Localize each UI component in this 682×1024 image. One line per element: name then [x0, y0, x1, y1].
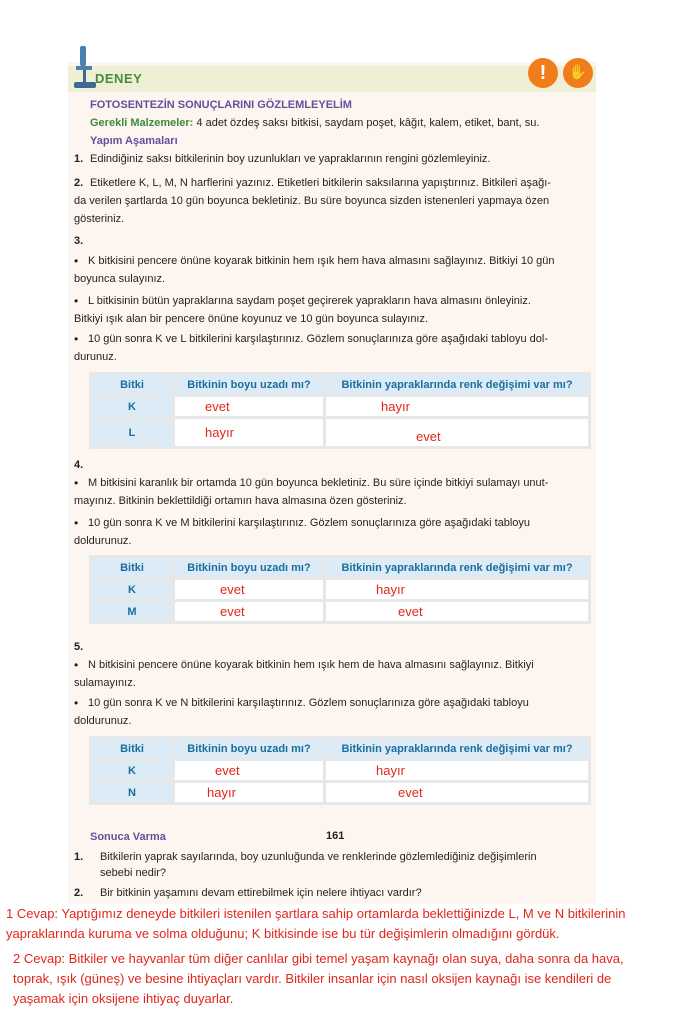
- column-header: Bitki: [92, 375, 172, 394]
- step-text: 10 gün sonra K ve M bitkilerini karşılaştırınız. Gözlem sonuçlarınıza göre aşağıdaki tabloyu: [88, 517, 531, 529]
- section-header-bar: [68, 66, 596, 92]
- step-number: 1.: [74, 153, 84, 165]
- question-text: Bitkilerin yaprak sayılarında, boy uzunluğunda ve renklerinde gözlemlediğiniz değişimlerin: [100, 851, 537, 863]
- step-text: Edindiğiniz saksı bitkilerinin boy uzunlukları ve yapraklarının rengini gözlemleyiniz.: [90, 153, 491, 165]
- answer-line: toprak, ışık (güneş) ve besine ihtiyaçları vardır. Bitkiler insanlar için nasıl oksijen kaynağı ise kendileri de: [13, 971, 612, 986]
- plant-label: K: [92, 761, 172, 780]
- hand-wash-icon: ✋: [563, 58, 593, 88]
- plant-label: N: [92, 783, 172, 802]
- color-answer: hayır: [326, 397, 588, 416]
- plant-label: M: [92, 602, 172, 621]
- experiment-title: FOTOSENTEZİN SONUÇLARINI GÖZLEMLEYELİM: [90, 99, 352, 111]
- question-number: 2.: [74, 887, 84, 899]
- plant-label: K: [92, 397, 172, 416]
- column-header: Bitki: [92, 739, 172, 758]
- step-text: doldurunuz.: [74, 715, 132, 727]
- plant-label: L: [92, 419, 172, 446]
- results-table-kl: [89, 372, 591, 449]
- growth-answer: evet: [175, 761, 323, 780]
- results-table-kn: [89, 736, 591, 805]
- table-row: [92, 397, 588, 416]
- table-row: [92, 580, 588, 599]
- answer-line: 1 Cevap: Yaptığımız deneyde bitkileri istenilen şartlara sahip ortamlarda beklettiğinizde L, M ve N bitkilerinin: [6, 906, 626, 921]
- step-text: durunuz.: [74, 351, 117, 363]
- column-header: Bitkinin boyu uzadı mı?: [175, 558, 323, 577]
- bullet: •: [74, 658, 79, 672]
- step-number: 2.: [74, 177, 84, 189]
- growth-answer: hayır: [175, 419, 323, 446]
- column-header: Bitkinin yapraklarında renk değişimi var mı?: [326, 739, 588, 758]
- growth-answer: evet: [175, 397, 323, 416]
- column-header: Bitkinin yapraklarında renk değişimi var mı?: [326, 558, 588, 577]
- step-text: Bitkiyi ışık alan bir pencere önüne koyunuz ve 10 gün boyunca sulayınız.: [74, 313, 429, 325]
- section-title: DENEY: [95, 71, 143, 86]
- column-header: Bitkinin yapraklarında renk değişimi var mı?: [326, 375, 588, 394]
- step-text: da verilen şartlarda 10 gün boyunca bekletiniz. Bu süre boyunca sizden istenenleri yapmaya özen: [74, 195, 550, 207]
- materials-label: Gerekli Malzemeler:: [90, 117, 194, 129]
- conclusion-heading: Sonuca Varma: [90, 831, 166, 843]
- growth-answer: evet: [175, 602, 323, 621]
- step-number: 3.: [74, 235, 84, 247]
- table-header-row: [92, 558, 588, 577]
- answer-line: yapraklarında kuruma ve solma olduğunu; K bitkisinde ise bu tür değişimlerin olmadığını gördük.: [6, 926, 560, 941]
- column-header: Bitkinin boyu uzadı mı?: [175, 375, 323, 394]
- materials-text: 4 adet özdeş saksı bitkisi, saydam poşet, kâğıt, kalem, etiket, bant, su.: [196, 117, 540, 129]
- step-text: K bitkisini pencere önüne koyarak bitkinin hem ışık hem hava almasını sağlayınız. Bitkiyi 10 gün: [88, 255, 555, 267]
- color-answer: evet: [326, 602, 588, 621]
- question-number: 1.: [74, 851, 84, 863]
- step-number: 4.: [74, 459, 84, 471]
- answer-line: 2 Cevap: Bitkiler ve hayvanlar tüm diğer canlılar gibi temel yaşam kaynağı olan suya, daha sonra da hava,: [13, 951, 624, 966]
- question-text: sebebi nedir?: [100, 867, 167, 879]
- step-text: Etiketlere K, L, M, N harflerini yazınız. Etiketleri bitkilerin saksılarına yapıştırınız. Bitkileri aşağı-: [90, 177, 551, 189]
- step-text: 10 gün sonra K ve N bitkilerini karşılaştırınız. Gözlem sonuçlarınıza göre aşağıdaki tabloyu: [88, 697, 529, 709]
- steps-heading: Yapım Aşamaları: [90, 135, 178, 147]
- column-header: Bitkinin boyu uzadı mı?: [175, 739, 323, 758]
- bullet: •: [74, 476, 79, 490]
- bullet: •: [74, 294, 79, 308]
- table-header-row: [92, 739, 588, 758]
- answer-line: yaşamak için oksijene ihtiyaç duyarlar.: [13, 991, 234, 1006]
- step-text: gösteriniz.: [74, 213, 125, 225]
- step-number: 5.: [74, 641, 84, 653]
- color-answer: evet: [326, 419, 588, 446]
- question-text: Bir bitkinin yaşamını devam ettirebilmek için nelere ihtiyacı vardır?: [100, 887, 422, 899]
- bullet: •: [74, 254, 79, 268]
- bullet: •: [74, 516, 79, 530]
- bullet: •: [74, 332, 79, 346]
- materials-line: [90, 114, 539, 132]
- step-text: L bitkisinin bütün yapraklarına saydam poşet geçirerek yaprakların hava almasını önleyiniz.: [88, 295, 531, 307]
- table-header-row: [92, 375, 588, 394]
- step-text: N bitkisini pencere önüne koyarak bitkinin hem ışık hem de hava almasını sağlayınız. Bitkiyi: [88, 659, 534, 671]
- bullet: •: [74, 696, 79, 710]
- color-answer: evet: [326, 783, 588, 802]
- exclamation-icon: !: [528, 58, 558, 88]
- results-table-km: [89, 555, 591, 624]
- step-text: sulamayınız.: [74, 677, 136, 689]
- table-row: [92, 761, 588, 780]
- table-row: [92, 419, 588, 446]
- step-text: mayınız. Bitkinin beklettildiği ortamın hava almasına özen gösteriniz.: [74, 495, 407, 507]
- step-text: boyunca sulayınız.: [74, 273, 166, 285]
- column-header: Bitki: [92, 558, 172, 577]
- table-row: [92, 783, 588, 802]
- growth-answer: evet: [175, 580, 323, 599]
- step-text: 10 gün sonra K ve L bitkilerini karşılaştırınız. Gözlem sonuçlarınıza göre aşağıdaki tabloyu dol-: [88, 333, 548, 345]
- plant-label: K: [92, 580, 172, 599]
- table-row: [92, 602, 588, 621]
- step-text: M bitkisini karanlık bir ortamda 10 gün boyunca bekletiniz. Bu süre içinde bitkiyi sulamayı unut-: [88, 477, 549, 489]
- color-answer: hayır: [326, 580, 588, 599]
- color-answer: hayır: [326, 761, 588, 780]
- page-number: 161: [326, 830, 345, 842]
- step-text: doldurunuz.: [74, 535, 132, 547]
- growth-answer: hayır: [175, 783, 323, 802]
